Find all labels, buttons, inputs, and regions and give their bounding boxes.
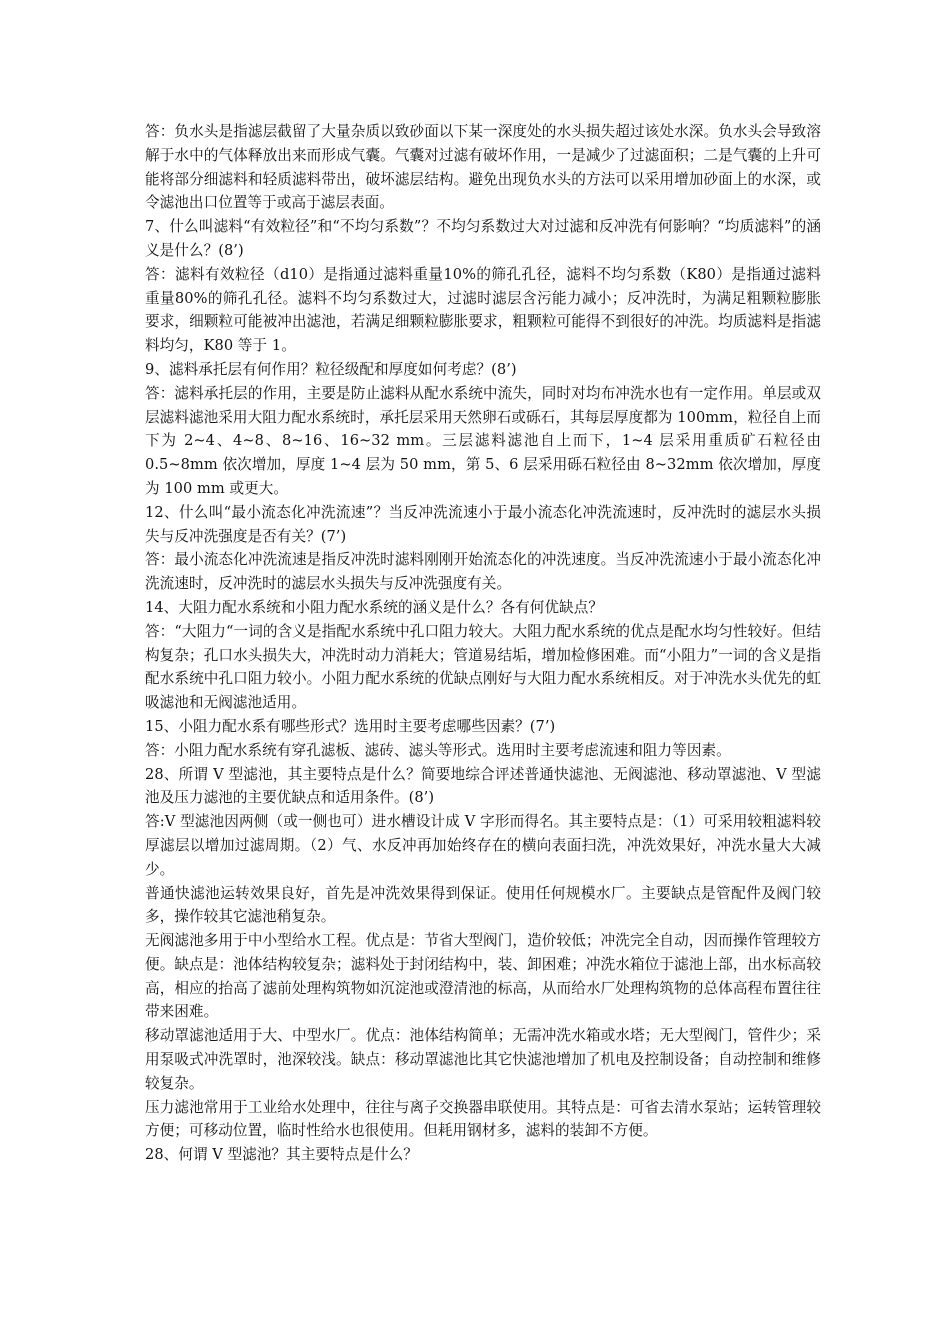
answer-7: 答：滤料有效粒径（d10）是指通过滤料重量10%的筛孔孔径，滤料不均匀系数（K80）是指通过滤料重量80%的筛孔孔径。滤料不均匀系数过大，过滤时滤层含污能力减小；反冲洗时，为满足粗颗粒膨胀要求，细颗粒可能被冲出滤池，若满足细颗粒膨胀要求，粗颗粒可能得不到很好的冲洗。均质滤料是指滤料均匀，K80 等于 1。 bbox=[145, 265, 821, 355]
answer-negative-head: 答：负水头是指滤层截留了大量杂质以致砂面以下某一深度处的水头损失超过该处水深。负水头会导致溶解于水中的气体释放出来而形成气囊。气囊对过滤有破坏作用，一是减少了过滤面积；二是气囊的上升可能将部分细滤料和轻质滤料带出，破坏滤层结构。避免出现负水头的方法可以采用增加砂面上的水深，或令滤池出口位置等于或高于滤层表面。 bbox=[145, 123, 821, 212]
question-7: 7、什么叫滤料“有效粒径”和“不均匀系数”？不均匀系数过大对过滤和反冲洗有何影响？“均质滤料”的涵义是什么？(8’) bbox=[145, 218, 821, 259]
answer-14: 答：“大阻力“一词的含义是指配水系统中孔口阻力较大。大阻力配水系统的优点是配水均匀性较好。但结构复杂；孔口水头损失大，冲洗时动力消耗大；管道易结垢，增加检修困难。而“小阻力”一词的含义是指配水系统中孔口阻力较小。小阻力配水系统的优缺点刚好与大阻力配水系统相反。对于冲洗水头优先的虹吸滤池和无阀滤池适用。 bbox=[145, 622, 821, 712]
question-28-repeat: 28、何谓 V 型滤池？其主要特点是什么？ bbox=[145, 1146, 418, 1164]
question-9: 9、滤料承托层有何作用？粒径级配和厚度如何考虑？(8’) bbox=[145, 360, 517, 378]
answer-28-pressure-filter: 压力滤池常用于工业给水处理中，往往与离子交换器串联使用。其特点是：可省去清水泵站；运转管理较方便；可移动位置，临时性给水也很使用。但耗用钢材多，滤料的装卸不方便。 bbox=[145, 1098, 821, 1140]
answer-28-v-filter: 答:V 型滤池因两侧（或一侧也可）进水槽设计成 V 字形而得名。其主要特点是：（1）可采用较粗滤料较厚滤层以增加过滤周期。（2）气、水反冲再加始终存在的横向表面扫洗，冲洗效果好，冲洗水量大大减少。 bbox=[145, 813, 821, 878]
answer-28-moving-hood-filter: 移动罩滤池适用于大、中型水厂。优点：池体结构简单；无需冲洗水箱或水塔；无大型阀门，管件少；采用泵吸式冲洗罩时，池深较浅。缺点：移动罩滤池比其它快滤池增加了机电及控制设备；自动控制和维修较复杂。 bbox=[145, 1027, 821, 1092]
answer-28-valveless-filter: 无阀滤池多用于中小型给水工程。优点是：节省大型阀门，造价较低；冲洗完全自动，因而操作管理较方便。缺点是：池体结构较复杂；滤料处于封闭结构中，装、卸困难；冲洗水箱位于滤池上部，出水标高较高，相应的抬高了滤前处理构筑物如沉淀池或澄清池的标高，从而给水厂处理构筑物的总体高程布置往往带来困难。 bbox=[145, 932, 821, 1021]
answer-15: 答：小阻力配水系统有穿孔滤板、滤砖、滤头等形式。选用时主要考虑流速和阻力等因素。 bbox=[145, 741, 731, 759]
answer-28-rapid-filter: 普通快滤池运转效果良好，首先是冲洗效果得到保证。使用任何规模水厂。主要缺点是管配件及阀门较多，操作较其它滤池稍复杂。 bbox=[145, 884, 821, 926]
answer-12: 答：最小流态化冲洗流速是指反冲洗时滤料刚刚开始流态化的冲洗速度。当反冲洗流速小于最小流态化冲洗流速时，反冲洗时的滤层水头损失与反冲洗强度有关。 bbox=[145, 551, 821, 593]
question-14: 14、大阻力配水系统和小阻力配水系统的涵义是什么？各有何优缺点？ bbox=[145, 598, 603, 616]
question-28: 28、所谓 V 型滤池，其主要特点是什么？简要地综合评述普通快滤池、无阀滤池、移动罩滤池、V 型滤池及压力滤池的主要优缺点和适用条件。(8’) bbox=[145, 765, 821, 807]
answer-9: 答：滤料承托层的作用，主要是防止滤料从配水系统中流失，同时对均布冲洗水也有一定作用。单层或双层滤料滤池采用大阻力配水系统时，承托层采用天然卵石或砾石，其每层厚度都为 100mm，粒径自上而下为 2~4、4~8、8~16、16~32 mm。三层滤料滤池自上而下，1~4 层采用重质矿石粒径由 0.5~8mm 依次增加，厚度 1~4 层为 50 mm，第 5、6 层采用砾石粒径由 8~32mm 依次增加，厚度为 100 mm 或更大。 bbox=[145, 384, 821, 497]
question-15: 15、小阻力配水系有哪些形式？选用时主要考虑哪些因素？(7’) bbox=[145, 717, 556, 735]
document-body bbox=[145, 120, 821, 1167]
question-12: 12、什么叫“最小流态化冲洗流速”？当反冲洗流速小于最小流态化冲洗流速时，反冲洗时的滤层水头损失与反冲洗强度是否有关？(7’) bbox=[145, 503, 821, 545]
